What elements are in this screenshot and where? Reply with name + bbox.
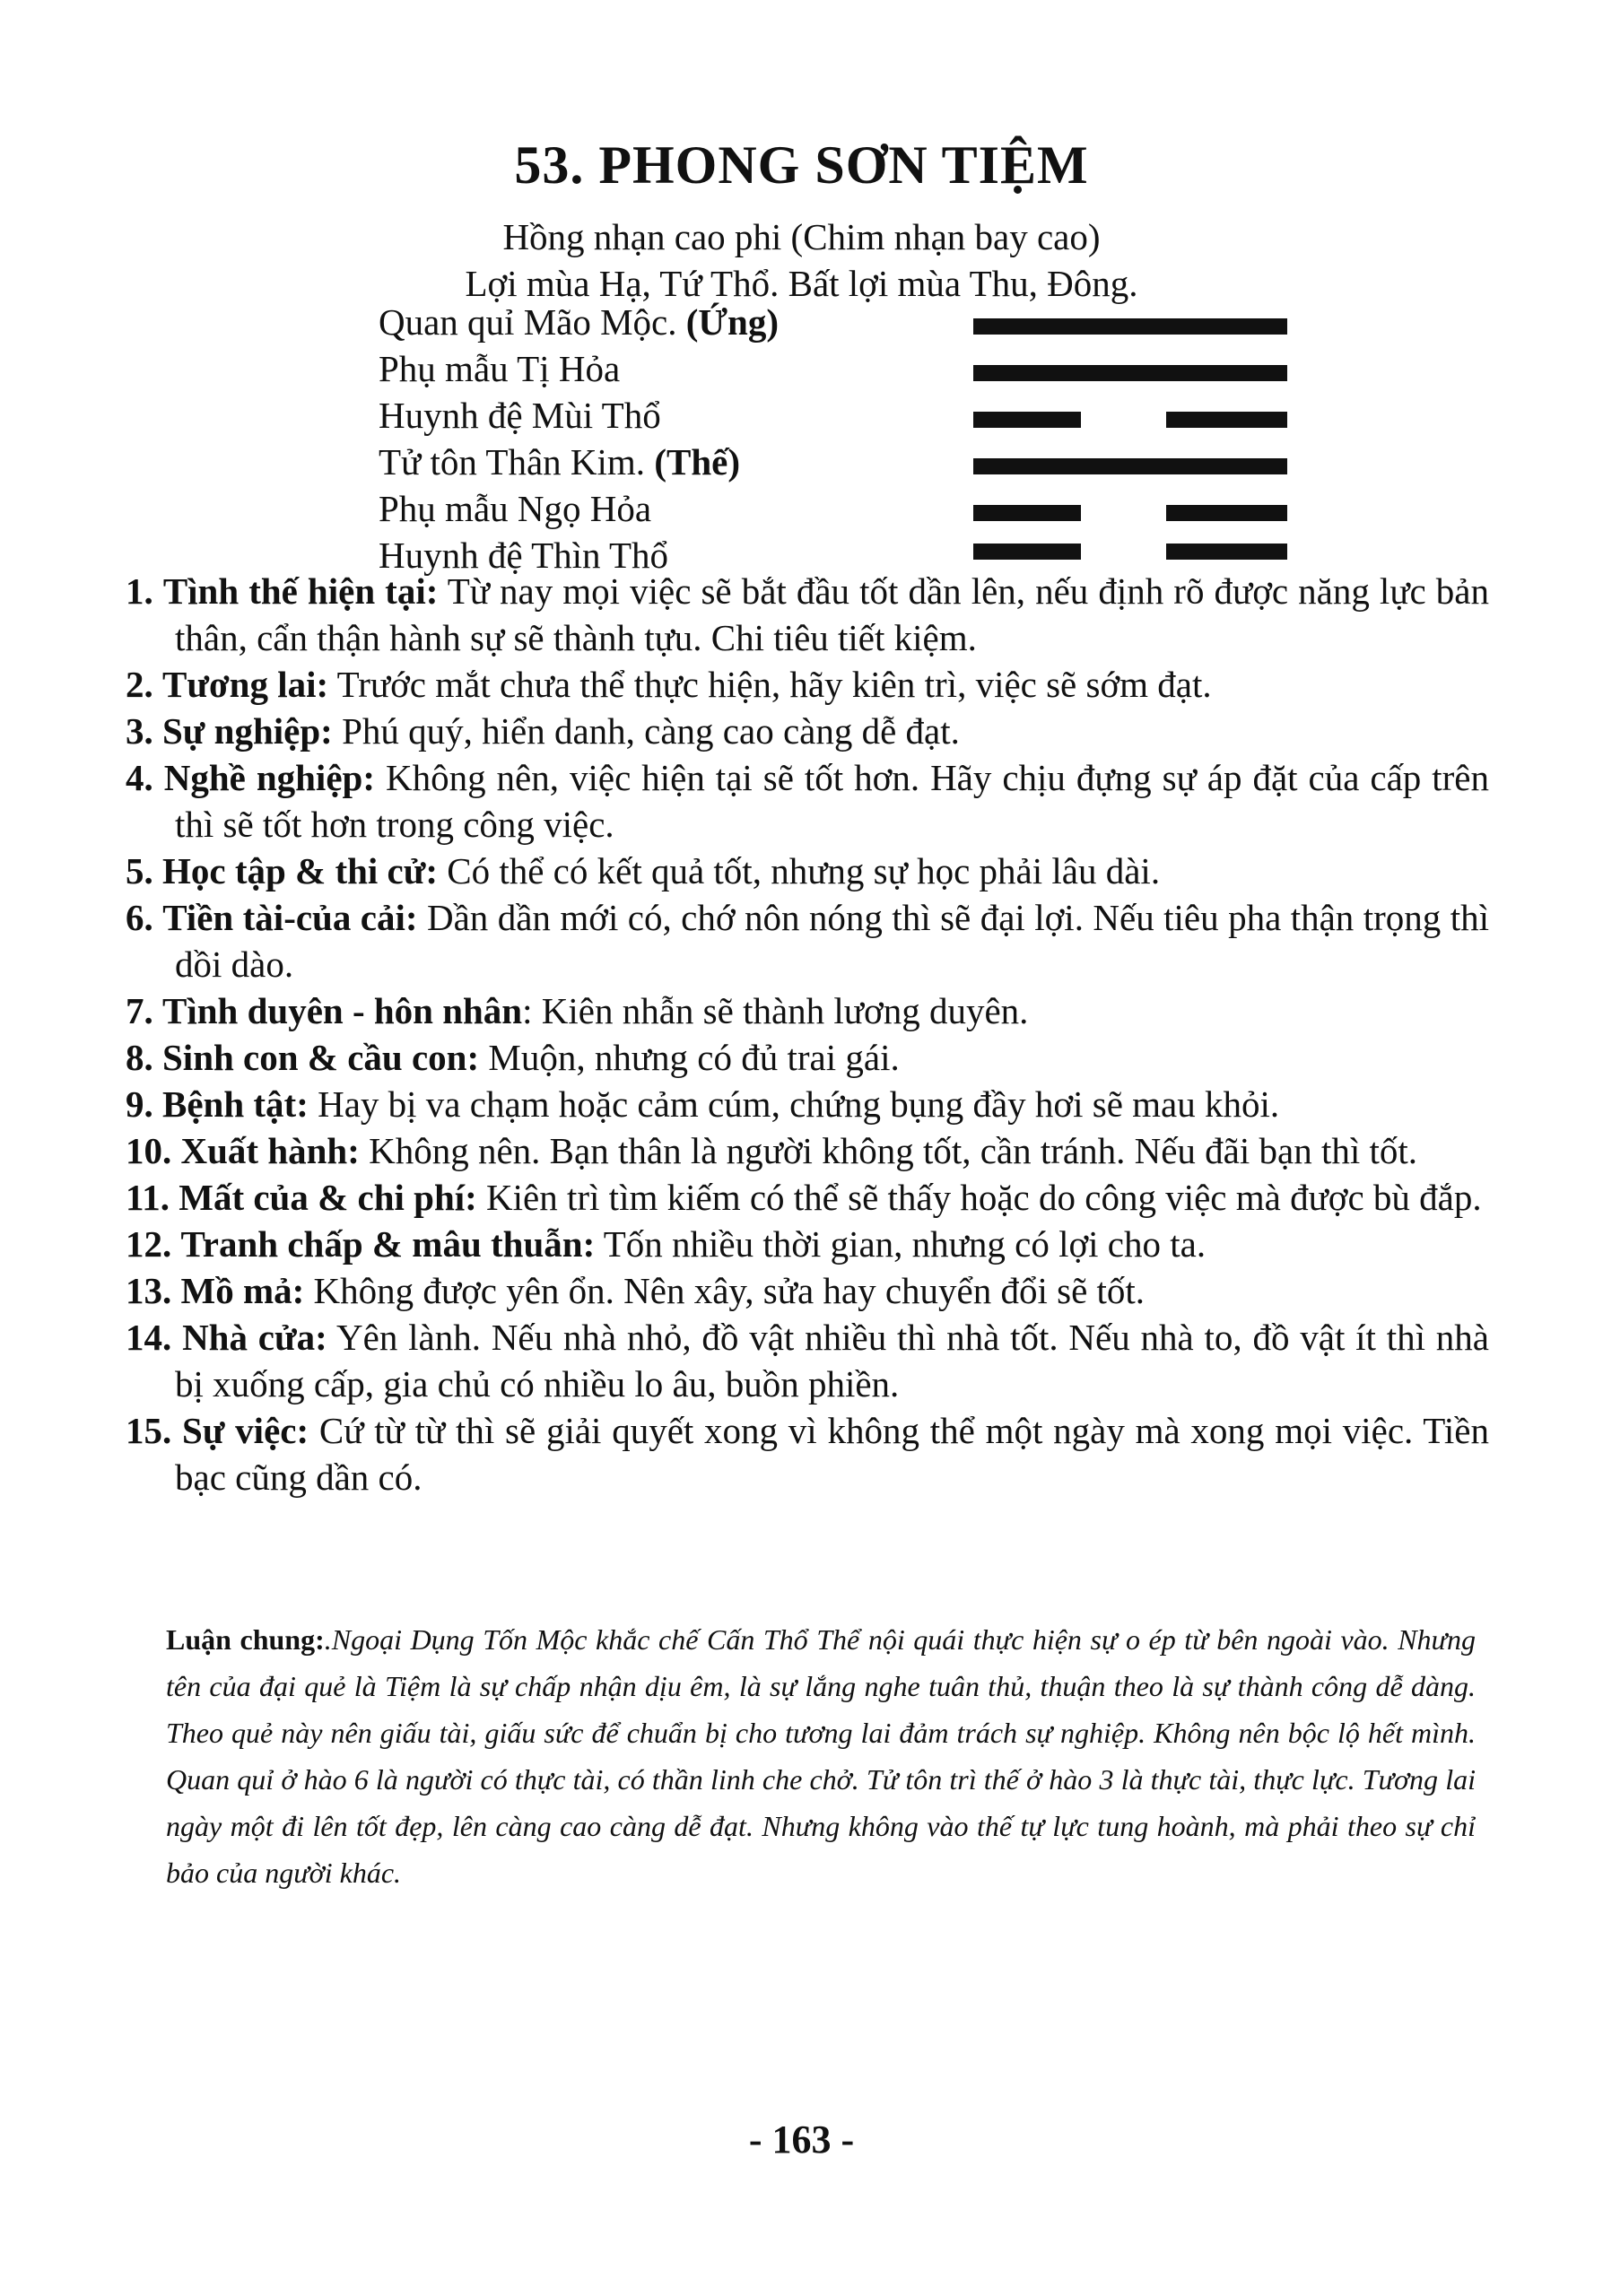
- hexagram-yin-line-right: [1166, 544, 1287, 560]
- hexagram-line-label: Tử tôn Thân Kim. (Thế): [379, 441, 740, 483]
- list-item: 12. Tranh chấp & mâu thuẫn: Tốn nhiều thời gian, nhưng có lợi cho ta.: [126, 1223, 1207, 1265]
- hexagram-line-label: Phụ mẫu Ngọ Hỏa: [379, 488, 652, 529]
- hexagram-subtitle: Hồng nhạn cao phi (Chim nhạn bay cao): [502, 216, 1101, 257]
- list-item: 6. Tiền tài-của cải: Dần dần mới có, chớ nôn nóng thì sẽ đại lợi. Nếu tiêu pha thận trọng thì dồi dào.: [126, 897, 1490, 985]
- seasons-line: Lợi mùa Hạ, Tứ Thổ. Bất lợi mùa Thu, Đông.: [465, 263, 1138, 304]
- hexagram-yin-line-right: [1166, 505, 1287, 521]
- hexagram-yang-line: [973, 365, 1287, 381]
- hexagram-yin-line-right: [1166, 412, 1287, 428]
- reading-list: [126, 568, 1489, 1500]
- hexagram-line-label: Huynh đệ Thìn Thổ: [379, 535, 669, 576]
- hexagram-yin-line-left: [973, 505, 1081, 521]
- list-item: 14. Nhà cửa: Yên lành. Nếu nhà nhỏ, đồ vật nhiều thì nhà tốt. Nếu nhà to, đồ vật ít thì nhà bị xuống cấp, gia chủ có nhiều lo âu, buồn phiền.: [126, 1317, 1489, 1405]
- hexagram-yin-line-left: [973, 412, 1081, 428]
- list-item: 9. Bệnh tật: Hay bị va chạm hoặc cảm cúm, chứng bụng đầy hơi sẽ mau khỏi.: [126, 1083, 1280, 1125]
- hexagram-line-label: Huynh đệ Mùi Thổ: [379, 395, 661, 436]
- list-item: 5. Học tập & thi cử: Có thể có kết quả tốt, nhưng sự học phải lâu dài.: [126, 850, 1161, 891]
- hexagram-line-label: Quan quỉ Mão Mộc. (Ứng): [379, 301, 780, 343]
- list-item: 2. Tương lai: Trước mắt chưa thể thực hiện, hãy kiên trì, việc sẽ sớm đạt.: [126, 664, 1212, 705]
- list-item: 1. Tình thế hiện tại: Từ nay mọi việc sẽ bắt đầu tốt dần lên, nếu định rõ được năng lực bản thân, cẩn thận hành sự sẽ thành tựu. Chi tiêu tiết kiệm.: [126, 570, 1490, 658]
- list-item: 7. Tình duyên - hôn nhân: Kiên nhẫn sẽ thành lương duyên.: [126, 990, 1029, 1031]
- list-item: 10. Xuất hành: Không nên. Bạn thân là người không tốt, cần tránh. Nếu đãi bạn thì tốt.: [126, 1130, 1418, 1171]
- hexagram-yin-line-left: [973, 544, 1081, 560]
- list-item: 3. Sự nghiệp: Phú quý, hiển danh, càng cao càng dễ đạt.: [126, 710, 960, 752]
- hexagram-yang-line: [973, 318, 1287, 335]
- hexagram-line-label: Phụ mẫu Tị Hỏa: [379, 348, 621, 389]
- list-item: 11. Mất của & chi phí: Kiên trì tìm kiếm có thể sẽ thấy hoặc do công việc mà được bù đắp.: [126, 1177, 1482, 1218]
- list-item: 8. Sinh con & cầu con: Muộn, nhưng có đủ trai gái.: [126, 1037, 900, 1078]
- list-item: 13. Mồ mả: Không được yên ổn. Nên xây, sửa hay chuyển đổi sẽ tốt.: [126, 1270, 1146, 1311]
- list-item: 15. Sự việc: Cứ từ từ thì sẽ giải quyết xong vì không thể một ngày mà xong mọi việc. Tiền bạc cũng dần có.: [126, 1410, 1489, 1498]
- summary-paragraph: Luận chung:.Ngoại Dụng Tốn Mộc khắc chế Cấn Thổ Thể nội quái thực hiện sự o ép từ bên ngoài vào. Nhưng tên của đại quẻ là Tiệm là sự chấp nhận dịu êm, là sự lắng nghe tuân thủ, thuận theo là sự thành công dễ dàng. Theo quẻ này nên giấu tài, giấu sức để chuẩn bị cho tương lai đảm trách sự nghiệp. Không nên bộc lộ hết mình. Quan quỉ ở hào 6 là người có thực tài, có thần linh che chở. Tử tôn trì thế ở hào 3 là thực tài, thực lực. Tương lai ngày một đi lên tốt đẹp, lên càng cao càng dễ đạt. Nhưng không vào thế tự lực tung hoành, mà phải theo sự chỉ bảo của người khác.: [166, 1623, 1477, 1889]
- list-item: 4. Nghề nghiệp: Không nên, việc hiện tại sẽ tốt hơn. Hãy chịu đựng sự áp đặt của cấp trên thì sẽ tốt hơn trong công việc.: [126, 757, 1489, 845]
- page-number: - 163 -: [748, 2118, 855, 2161]
- hexagram-yang-line: [973, 458, 1287, 474]
- page-title: 53. PHONG SƠN TIỆM: [514, 135, 1089, 195]
